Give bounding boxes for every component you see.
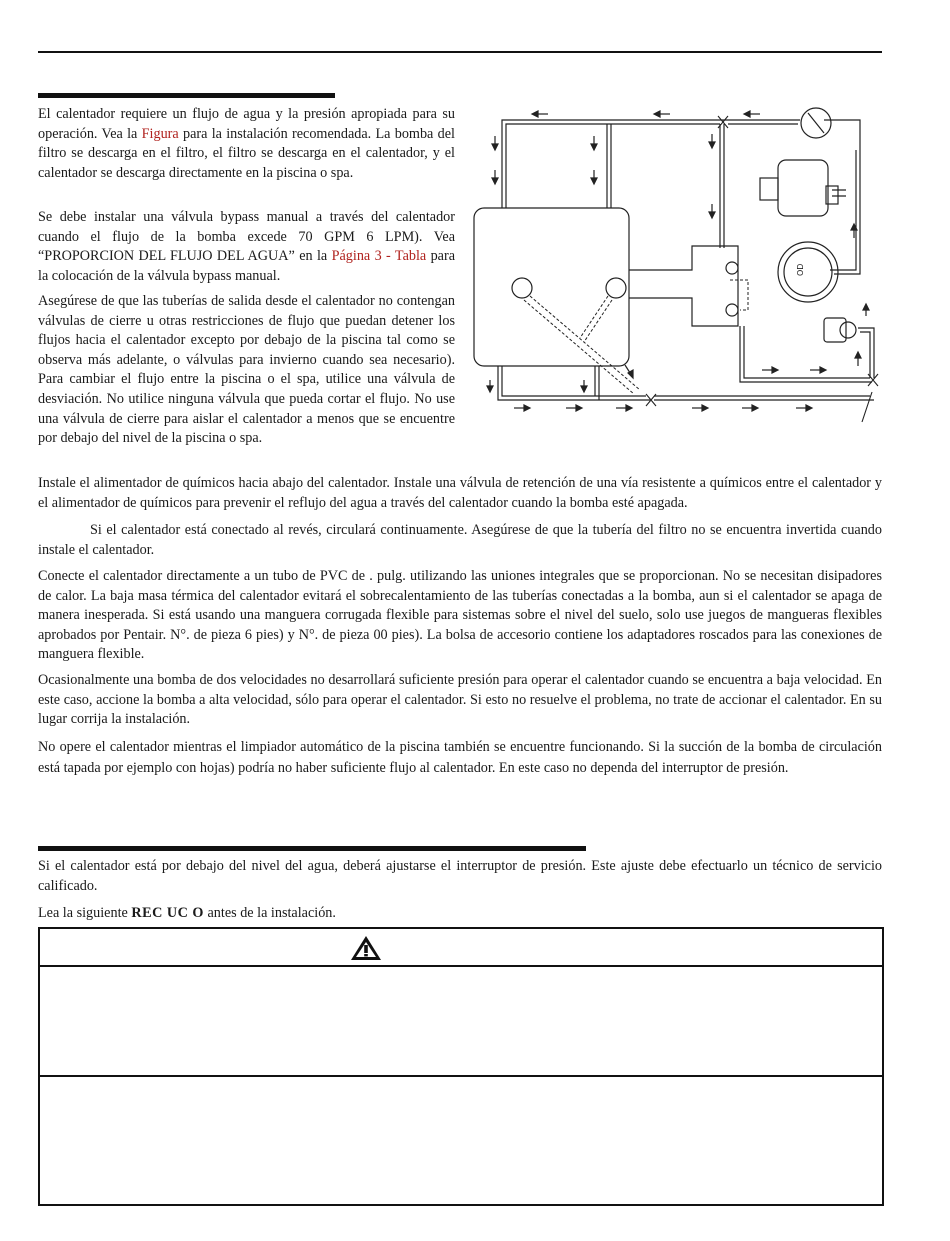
paragraph-automatic-cleaner: No opere el calentador mientras el limpiador automático de la piscina también se encuentre funcionando. Si la succión de la bomba de circulación está tapada por ejemplo con hojas) podría no haber suficiente flujo al calentador. En este caso no dependa del interruptor de presión. — [38, 739, 882, 776]
text: para la colocación de la válvula bypass manual. — [38, 248, 455, 284]
filter-label: OD — [796, 263, 805, 276]
plumbing-diagram — [470, 100, 882, 430]
text: Se debe instalar una válvula bypass manual a través del calentador cuando el flujo de la bomba excede 70 GPM 6 LPM). Vea “PROPORCION DEL FLUJO DEL AGUA” en la — [38, 209, 455, 265]
text: para la instalación recomendada. La bomba del filtro se descarga en el filtro, el filtro se descarga en el calentador, y el calentador se descarga directamente en la piscina o spa. — [38, 125, 455, 181]
paragraph-pressure-switch: Si el calentador está por debajo del nivel del agua, deberá ajustarse el interruptor de presión. Este ajuste debe efectuarlo un técnico de servicio calificado. — [38, 858, 882, 894]
paragraph-pvc-connection: Conecte el calentador directamente a un tubo de PVC de . pulg. utilizando las uniones integrales que se proporcionan. No se necesitan disipadores de calor. La baja masa térmica del calentador evitará el sobrecalentamiento de las tuberías conectadas a la bomba, aun si el calentador se apaga de manera inesperada. Si está usando una manguera corrugada flexible para sistemas sobre el nivel del suelo, solo use juegos de mangueras flexibles aprobados por Pentair. N°. de pieza 6 pies) y N°. de pieza 00 pies). La bolsa de accesorio contiene los adaptadores roscados para las conexiones de manguera flexible. — [38, 568, 882, 663]
figure-link[interactable]: Figura — [141, 125, 179, 142]
caution-header — [40, 929, 882, 967]
text: Si el calentador está conectado al revés, circulará continuamente. Asegúrese de que la tubería del filtro no se encuentra invertida cuando instale el calentador. — [38, 522, 882, 558]
caution-box — [38, 927, 884, 1206]
caution-word: REC UC O — [131, 905, 204, 921]
text: El calentador requiere un flujo de agua y la presión apropiada para su operación. Vea la — [38, 106, 455, 142]
paragraph-chemical-feeder: Instale el alimentador de químicos hacia abajo del calentador. Instale una válvula de retención de una vía resistente a químicos entre el calentador y el alimentador de químicos para prevenir el reflujo del agua a través del calentador cuando la bomba esté apagada. — [38, 475, 882, 511]
section-heading-bar — [38, 93, 335, 98]
top-rule — [38, 51, 882, 53]
section-heading-bar-2 — [38, 846, 586, 851]
read-caution-line — [38, 904, 336, 924]
text: Lea la siguiente — [38, 905, 132, 921]
caution-divider — [40, 1075, 882, 1077]
warning-triangle-icon — [349, 934, 383, 962]
text: antes de la instalación. — [203, 905, 336, 921]
paragraph-reverse-connection — [38, 521, 882, 560]
paragraph-flow-requirement — [38, 105, 455, 183]
flow-arrow — [532, 111, 548, 117]
paragraph-two-speed-pump: Ocasionalmente una bomba de dos velocidades no desarrollará suficiente presión para operar el calentador cuando se encuentra a baja velocidad. En este caso, accione la bomba a alta velocidad, sólo para operar el calentador. Si esto no resuelve el problema, no trate de accionar el calentador. En su lugar corrija la instalación. — [38, 672, 882, 728]
page-table-link[interactable]: Página 3 - Tabla — [331, 248, 427, 265]
paragraph-bypass-valve — [38, 208, 455, 286]
paragraph-outlet-piping: Asegúrese de que las tuberías de salida desde el calentador no contengan válvulas de cierre u otras restricciones de flujo que puedan detener los flujos hacia el calentador excepto por debajo de la piscina tal como se observa más adelante, o válvulas para invierno cuando sea necesario). Para cambiar el flujo entre la piscina o el spa, utilice una válvula de desviación. No utilice ninguna válvula que pueda cortar el flujo. No use una válvula de cierre para aislar el calentador a menos que se encuentre por debajo del nivel de la piscina o spa. — [38, 293, 455, 447]
